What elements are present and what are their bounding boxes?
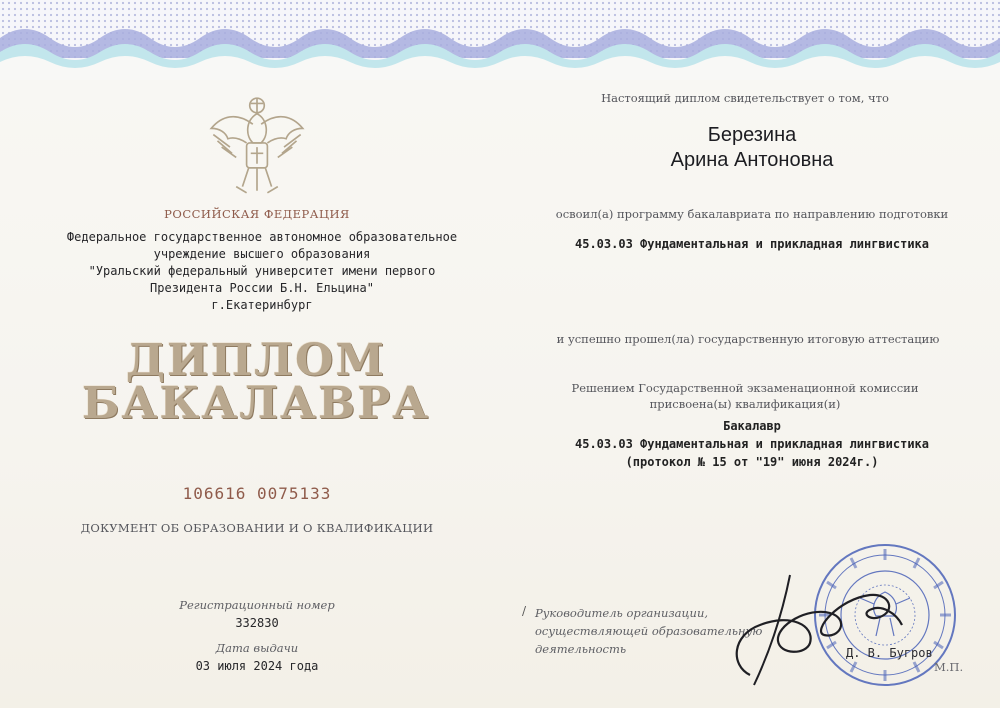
signer-role-line-2: осуществляющей образовательную [535, 624, 763, 638]
country-label: РОССИЙСКАЯ ФЕДЕРАЦИЯ [164, 207, 350, 221]
signer-role-line-1: Руководитель организации, [535, 606, 709, 620]
decorative-wave-band [0, 0, 1000, 80]
issue-date-value: 03 июля 2024 года [195, 659, 319, 673]
qualification-intro-1: Решением Государственной экзаменационной комиссии [571, 381, 919, 395]
graduate-given-names: Арина Антоновна [670, 149, 834, 171]
qualification-intro-2: присвоена(ы) квалификация(и) [649, 397, 841, 411]
institution-city: г.Екатеринбург [211, 298, 313, 312]
attestation-text: и успешно прошел(ла) государственную итоговую аттестацию [556, 332, 940, 346]
registration-number: 332830 [235, 616, 279, 630]
institution-line-1: Федеральное государственное автономное образовательное [66, 230, 458, 244]
diploma-title-line-1: ДИПЛОМ [125, 335, 387, 386]
document-type: ДОКУМЕНТ ОБ ОБРАЗОВАНИИ И О КВАЛИФИКАЦИИ [80, 521, 434, 535]
institution-line-4: Президента России Б.Н. Ельцина" [150, 281, 374, 295]
diploma-title-line-2: БАКАЛАВРА [81, 378, 431, 429]
registration-label: Регистрационный номер [179, 598, 335, 612]
signer-role-line-3: деятельность [535, 642, 627, 656]
program-value: 45.03.03 Фундаментальная и прикладная лингвистика [574, 237, 930, 251]
program-intro: освоил(а) программу бакалавриата по направлению подготовки [555, 207, 949, 221]
stamp-place-label: М.П. [934, 660, 964, 674]
institution-line-3: "Уральский федеральный университет имени первого [88, 264, 436, 278]
graduate-surname: Березина [707, 124, 797, 146]
institution-line-2: учреждение высшего образования [153, 247, 371, 261]
serial-number: 106616 0075133 [182, 484, 332, 503]
qualification-degree: Бакалавр [723, 419, 781, 433]
issue-date-label: Дата выдачи [215, 641, 299, 655]
coat-of-arms-icon [205, 92, 309, 198]
signature-mark [720, 555, 910, 695]
signer-name: Д. В. Бугров [846, 646, 933, 660]
signature-slash: / [522, 604, 527, 618]
certify-text: Настоящий диплом свидетельствует о том, что [601, 91, 889, 105]
qualification-protocol: (протокол № 15 от "19" июня 2024г.) [625, 455, 879, 469]
qualification-program: 45.03.03 Фундаментальная и прикладная лингвистика [574, 437, 930, 451]
